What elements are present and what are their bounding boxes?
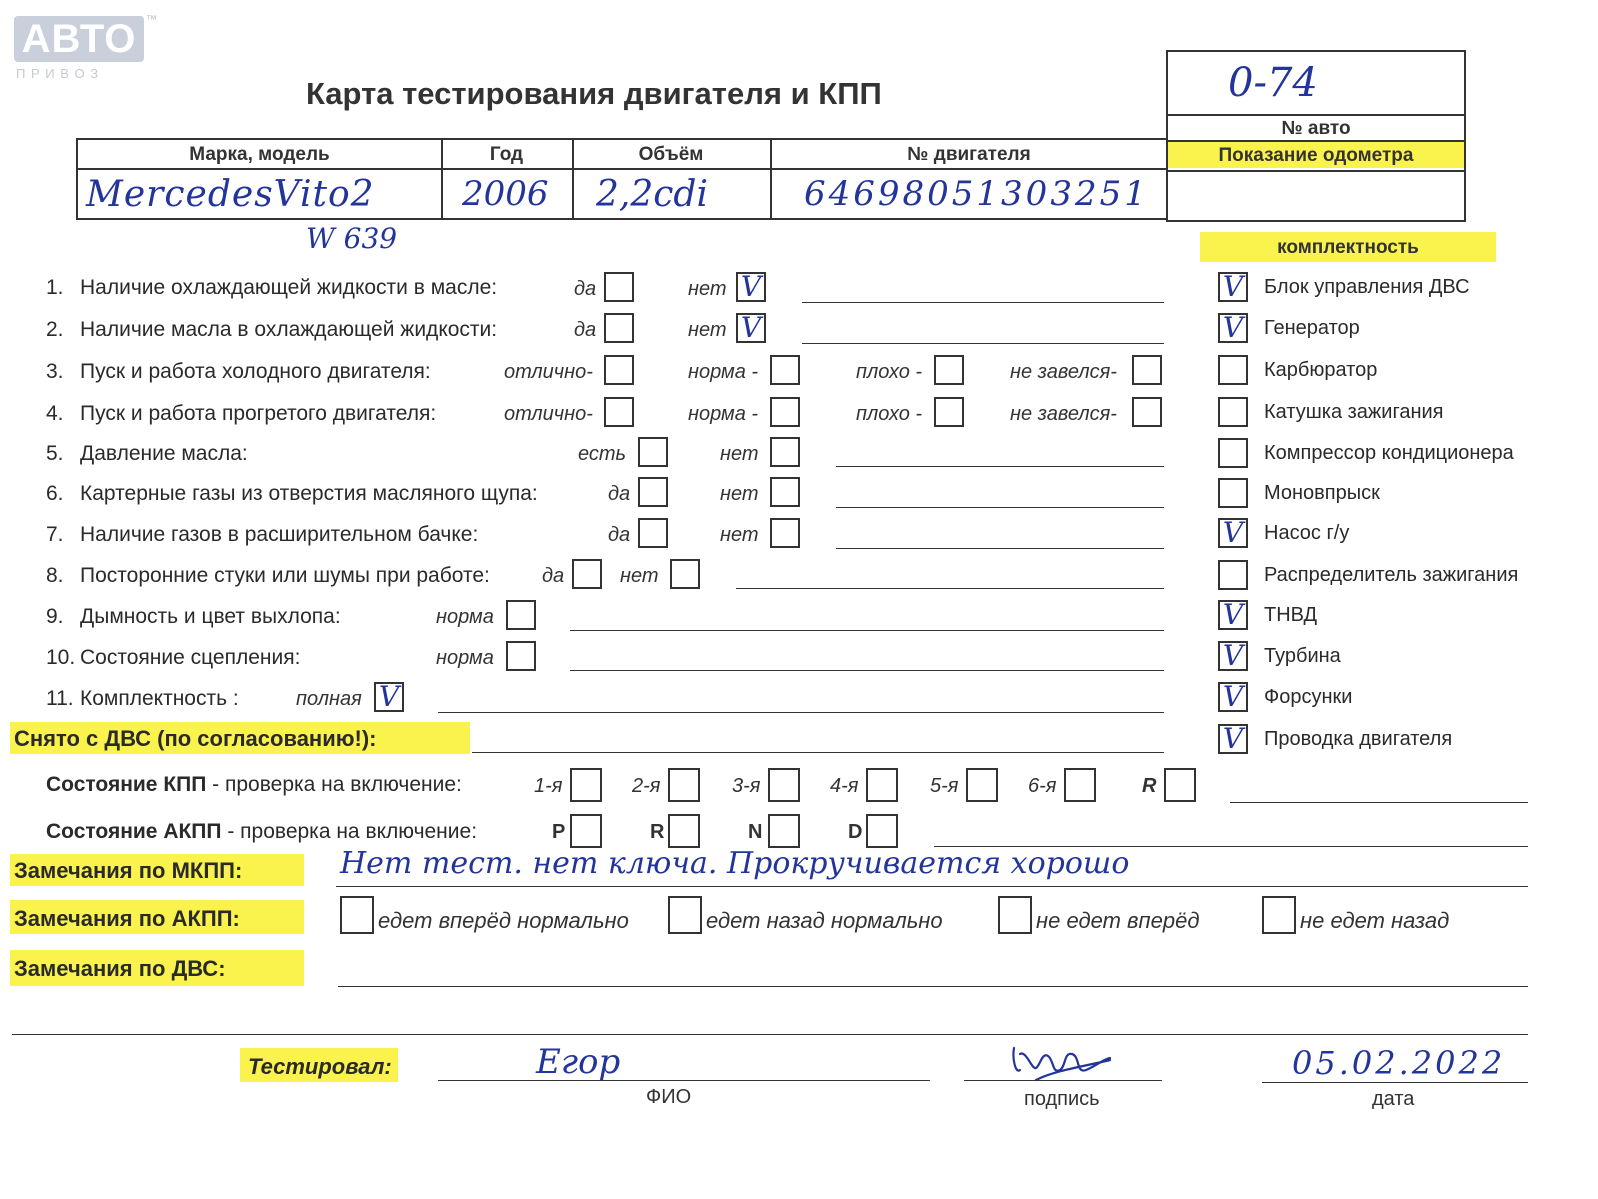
checkbox-gear-5[interactable]: [966, 768, 998, 802]
check-row-11: [46, 687, 239, 711]
header-engine-number: № двигателя: [907, 144, 1031, 165]
check-row-4: [46, 402, 436, 426]
check-label: Наличие охлаждающей жидкости в масле:: [80, 276, 498, 299]
completeness-label: Распределитель зажигания: [1264, 564, 1519, 586]
mkpp-remarks-label: Замечания по МКПП:: [14, 858, 243, 883]
opt-label: нет: [688, 319, 727, 341]
signature: [1006, 1040, 1116, 1084]
completeness-checkbox[interactable]: [1218, 272, 1248, 302]
dvs-remarks-label: Замечания по ДВС:: [14, 956, 226, 981]
check-label: Давление масла:: [80, 442, 248, 465]
completeness-checkbox[interactable]: [1218, 397, 1248, 427]
completeness-label: Моновпрыск: [1264, 482, 1380, 504]
check-row-10: [46, 646, 300, 670]
check-row-2: [46, 318, 497, 342]
checkbox-akpp-reverse-ok[interactable]: [668, 896, 702, 934]
checkbox-gear-6[interactable]: [1064, 768, 1096, 802]
completeness-checkbox[interactable]: [1218, 355, 1248, 385]
checkbox-crankcase-no[interactable]: [770, 477, 800, 507]
car-number-value: 0-74: [1228, 60, 1318, 106]
opt-label: да: [542, 565, 565, 587]
tested-by-label: Тестировал:: [248, 1054, 392, 1079]
checkbox-warm-excellent[interactable]: [604, 397, 634, 427]
check-row-6: [46, 482, 538, 506]
kpp-state-rest: - проверка на включение:: [206, 773, 462, 796]
completeness-checkbox[interactable]: [1218, 641, 1248, 671]
check-num: 8.: [46, 564, 64, 587]
checkbox-exhaust-normal[interactable]: [506, 600, 536, 630]
opt-label: есть: [578, 443, 627, 465]
checkbox-oil-in-coolant-no[interactable]: [736, 313, 766, 343]
check-row-5: [46, 442, 248, 466]
signature-label: подпись: [1024, 1088, 1100, 1110]
checkbox-warm-normal[interactable]: [770, 397, 800, 427]
check-num: 2.: [46, 318, 64, 341]
check-mark: V: [1222, 598, 1244, 631]
kpp-state-label: [46, 773, 462, 797]
akpp-state-bold: Состояние АКПП: [46, 820, 222, 843]
gear-label: 4-я: [830, 775, 859, 797]
checkbox-akpp-no-forward[interactable]: [998, 896, 1032, 934]
checkbox-gear-4[interactable]: [866, 768, 898, 802]
checkbox-cold-normal[interactable]: [770, 355, 800, 385]
completeness-label: Катушка зажигания: [1264, 401, 1444, 423]
checkbox-crankcase-yes[interactable]: [638, 477, 668, 507]
check-mark: V: [740, 311, 762, 344]
checkbox-coolant-in-oil-no[interactable]: [736, 272, 766, 302]
check-label: Наличие газов в расширительном бачке:: [80, 523, 479, 546]
opt-label: да: [608, 524, 631, 546]
date-value: 05.02.2022: [1292, 1044, 1506, 1082]
value-engine-number: 64698051303251: [804, 174, 1149, 214]
opt-label: нет: [720, 524, 759, 546]
gear-label: R: [1142, 775, 1157, 797]
opt-label: да: [574, 278, 597, 300]
opt-label: нет: [688, 278, 727, 300]
opt-label: да: [574, 319, 597, 341]
check-row-3: [46, 360, 431, 384]
opt-label: отлично-: [504, 361, 593, 383]
check-label: Пуск и работа прогретого двигателя:: [80, 402, 437, 425]
gear-label: P: [552, 821, 566, 843]
check-label: Состояние сцепления:: [80, 646, 301, 669]
checkbox-oil-pressure-no[interactable]: [770, 437, 800, 467]
checkbox-cold-no-start[interactable]: [1132, 355, 1162, 385]
completeness-checkbox[interactable]: [1218, 600, 1248, 630]
signature-scribble-icon: [1006, 1040, 1116, 1084]
opt-label: норма: [436, 606, 494, 628]
check-row-8: [46, 564, 490, 588]
car-number-box: [1166, 50, 1466, 142]
check-label: Дымность и цвет выхлопа:: [80, 605, 341, 628]
checkbox-noise-yes[interactable]: [572, 559, 602, 589]
check-num: 9.: [46, 605, 64, 628]
check-label: Картерные газы из отверстия масляного щупа:: [80, 482, 538, 505]
check-num: 11.: [46, 687, 74, 710]
akpp-option-label: едет назад нормально: [706, 908, 943, 933]
gear-label: 5-я: [930, 775, 959, 797]
header-make-model: Марка, модель: [189, 144, 330, 165]
value-model-extra: W 639: [306, 222, 398, 255]
checkbox-akpp-n[interactable]: [768, 814, 800, 848]
checkbox-gear-1[interactable]: [570, 768, 602, 802]
gear-label: R: [650, 821, 665, 843]
value-volume: 2,2cdi: [596, 174, 708, 215]
logo-tm: ™: [146, 14, 157, 26]
completeness-label: Проводка двигателя: [1264, 728, 1453, 750]
opt-label: нет: [720, 483, 759, 505]
check-num: 5.: [46, 442, 64, 465]
check-mark: V: [378, 680, 400, 713]
check-num: 3.: [46, 360, 64, 383]
checkbox-clutch-normal[interactable]: [506, 641, 536, 671]
completeness-checkbox[interactable]: [1218, 518, 1248, 548]
value-year: 2006: [462, 174, 549, 214]
akpp-option-label: не едет вперёд: [1036, 908, 1200, 933]
checkbox-akpp-d[interactable]: [866, 814, 898, 848]
completeness-label: Генератор: [1264, 317, 1360, 339]
opt-label: норма -: [688, 403, 759, 425]
completeness-label: Блок управления ДВС: [1264, 276, 1470, 298]
completeness-label: ТНВД: [1264, 604, 1318, 626]
check-num: 4.: [46, 402, 64, 425]
checkbox-akpp-r[interactable]: [668, 814, 700, 848]
opt-label: плохо -: [856, 361, 923, 383]
tester-name: Егор: [536, 1042, 621, 1082]
check-mark: V: [1222, 516, 1244, 549]
header-volume: Объём: [638, 144, 704, 165]
opt-label: полная: [296, 688, 362, 710]
opt-label: не завелся-: [1010, 361, 1117, 383]
checkbox-akpp-p[interactable]: [570, 814, 602, 848]
kpp-state-bold: Состояние КПП: [46, 773, 207, 796]
opt-label: норма: [436, 647, 494, 669]
vehicle-table: [76, 138, 1168, 220]
checkbox-tank-gas-yes[interactable]: [638, 518, 668, 548]
checkbox-complete-full[interactable]: [374, 682, 404, 712]
page-title: Карта тестирования двигателя и КПП: [306, 76, 882, 111]
odometer-box: [1166, 140, 1466, 222]
check-num: 10.: [46, 646, 76, 669]
check-label: Посторонние стуки или шумы при работе:: [80, 564, 490, 587]
date-label: дата: [1372, 1088, 1415, 1110]
check-label: Комплектность :: [80, 687, 239, 710]
fio-label: ФИО: [646, 1086, 692, 1108]
odometer-label: Показание одометра: [1218, 145, 1414, 166]
gear-label: 3-я: [732, 775, 761, 797]
logo: [14, 16, 160, 82]
checkbox-coolant-in-oil-yes[interactable]: [604, 272, 634, 302]
opt-label: не завелся-: [1010, 403, 1117, 425]
completeness-checkbox[interactable]: [1218, 313, 1248, 343]
completeness-label: Компрессор кондиционера: [1264, 442, 1514, 464]
check-row-7: [46, 523, 478, 547]
completeness-label: Карбюратор: [1264, 359, 1378, 381]
check-label: Наличие масла в охлаждающей жидкости:: [80, 318, 498, 341]
checkbox-oil-in-coolant-yes[interactable]: [604, 313, 634, 343]
opt-label: да: [608, 483, 631, 505]
check-row-1: [46, 276, 497, 300]
checkbox-tank-gas-no[interactable]: [770, 518, 800, 548]
check-label: Пуск и работа холодного двигателя:: [80, 360, 431, 383]
check-num: 6.: [46, 482, 64, 505]
checkbox-akpp-forward-ok[interactable]: [340, 896, 374, 934]
mkpp-remarks-value[interactable]: Нет тест. нет ключа. Прокручивается хорошо: [340, 846, 1130, 881]
akpp-state-label: [46, 820, 477, 844]
check-mark: V: [740, 270, 762, 303]
opt-label: отлично-: [504, 403, 593, 425]
opt-label: нет: [720, 443, 759, 465]
completeness-checkbox[interactable]: [1218, 560, 1248, 590]
checkbox-gear-3[interactable]: [768, 768, 800, 802]
gear-label: D: [848, 821, 863, 843]
logo-main: АВТО: [14, 16, 144, 62]
logo-sub: П Р И В О З: [16, 66, 100, 81]
check-mark: V: [1222, 270, 1244, 303]
header-year: Год: [489, 144, 524, 165]
checkbox-gear-r[interactable]: [1164, 768, 1196, 802]
completeness-label: Турбина: [1264, 645, 1341, 667]
completeness-checkbox[interactable]: [1218, 724, 1248, 754]
checkbox-warm-no-start[interactable]: [1132, 397, 1162, 427]
checkbox-gear-2[interactable]: [668, 768, 700, 802]
completeness-checkbox[interactable]: [1218, 438, 1248, 468]
completeness-checkbox[interactable]: [1218, 478, 1248, 508]
checkbox-warm-bad[interactable]: [934, 397, 964, 427]
check-mark: V: [1222, 722, 1244, 755]
completeness-checkbox[interactable]: [1218, 682, 1248, 712]
opt-label: норма -: [688, 361, 759, 383]
completeness-title: комплектность: [1277, 237, 1419, 258]
check-row-9: [46, 605, 341, 629]
car-number-label: № авто: [1281, 118, 1351, 139]
akpp-remarks-label: Замечания по АКПП:: [14, 906, 240, 931]
check-mark: V: [1222, 639, 1244, 672]
gear-label: 6-я: [1028, 775, 1057, 797]
completeness-label: Насос г/у: [1264, 522, 1350, 544]
opt-label: нет: [620, 565, 659, 587]
checkbox-cold-bad[interactable]: [934, 355, 964, 385]
checkbox-cold-excellent[interactable]: [604, 355, 634, 385]
completeness-label: Форсунки: [1264, 686, 1353, 708]
checkbox-oil-pressure-yes[interactable]: [638, 437, 668, 467]
check-num: 1.: [46, 276, 64, 299]
opt-label: плохо -: [856, 403, 923, 425]
gear-label: N: [748, 821, 763, 843]
removed-label: Снято с ДВС (по согласованию!):: [14, 726, 377, 751]
check-num: 7.: [46, 523, 64, 546]
value-make-model: MercedesVito2: [86, 174, 375, 215]
akpp-option-label: не едет назад: [1300, 908, 1450, 933]
akpp-state-rest: - проверка на включение:: [221, 820, 478, 843]
checkbox-noise-no[interactable]: [670, 559, 700, 589]
gear-label: 2-я: [632, 775, 661, 797]
checkbox-akpp-no-reverse[interactable]: [1262, 896, 1296, 934]
gear-label: 1-я: [534, 775, 563, 797]
check-mark: V: [1222, 680, 1244, 713]
check-mark: V: [1222, 311, 1244, 344]
akpp-option-label: едет вперёд нормально: [378, 908, 629, 933]
